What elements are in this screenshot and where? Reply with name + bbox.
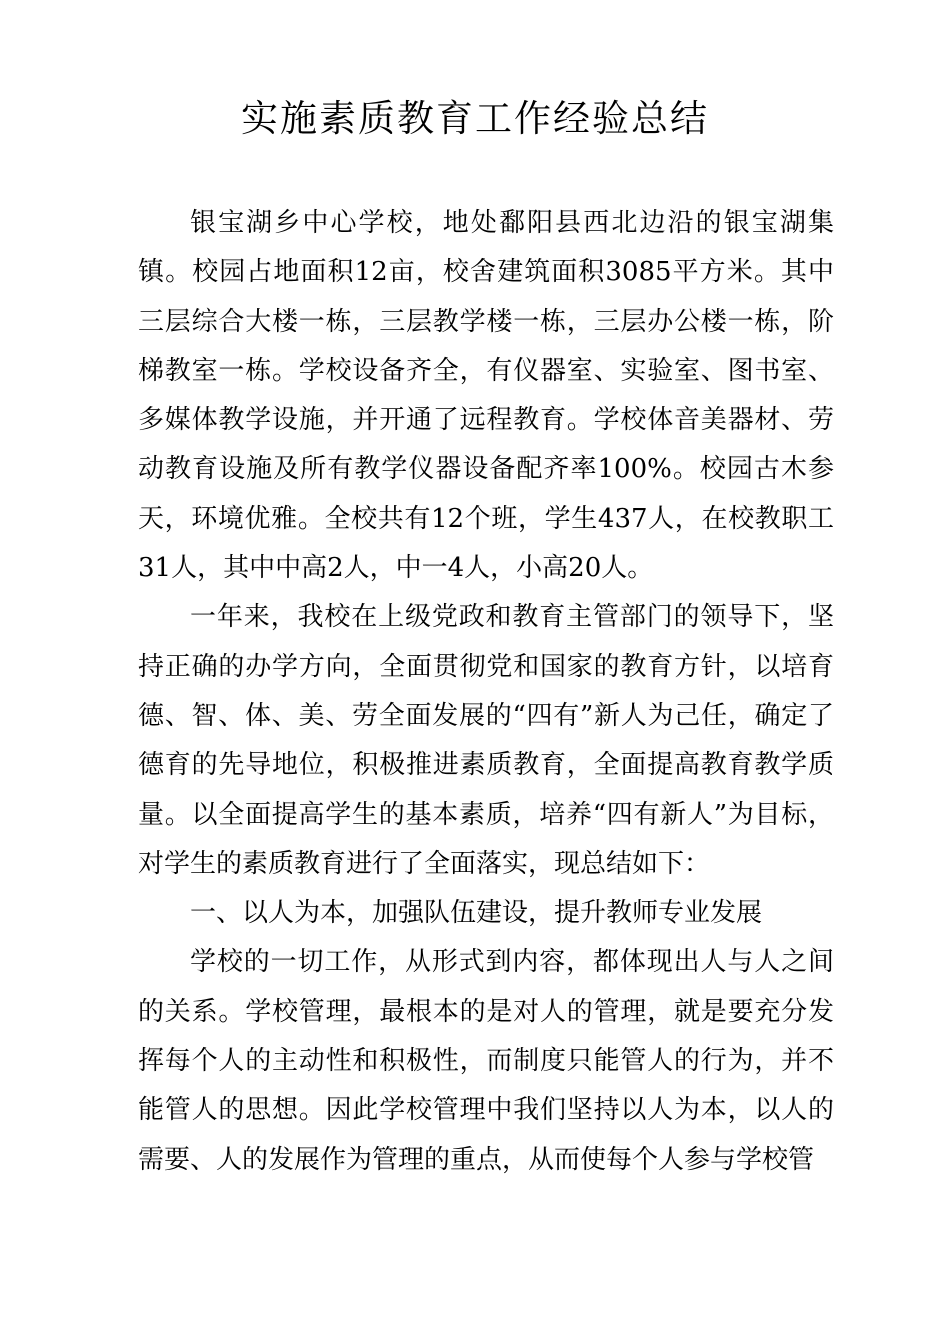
section-heading-1: 一、以人为本，加强队伍建设，提升教师专业发展 [190, 898, 763, 929]
paragraph-school-overview: 银宝湖乡中心学校，地处鄱阳县西北边沿的银宝湖集镇。校园占地面积12亩，校舍建筑面积3085平方米。其中三层综合大楼一栋，三层教学楼一栋，三层办公楼一栋，阶梯教室一栋。学校设备齐全，有仪器室、实验室、图书室、多媒体教学设施，并开通了远程教育。学校体音美器材、劳动教育设施及所有教学仪器设备配齐率100%。校园古木参天，环境优雅。全校共有12个班，学生437人，在校教职工31人，其中中高2人，中一4人，小高20人。 [138, 208, 834, 584]
paragraph-annual-summary: 一年来，我校在上级党政和教育主管部门的领导下，坚持正确的办学方向，全面贯彻党和国家的教育方针，以培育德、智、体、美、劳全面发展的“四有”新人为己任，确定了德育的先导地位，积极推进素质教育，全面提高教育教学质量。以全面提高学生的基本素质，培养“四有新人”为目标，对学生的素质教育进行了全面落实，现总结如下： [138, 602, 834, 879]
document-title: 实施素质教育工作经验总结 [241, 97, 709, 140]
document-body [138, 199, 834, 1185]
paragraph-management: 学校的一切工作，从形式到内容，都体现出人与人之间的关系。学校管理，最根本的是对人的管理，就是要充分发挥每个人的主动性和积极性，而制度只能管人的行为，并不能管人的思想。因此学校管理中我们坚持以人为本，以人的需要、人的发展作为管理的重点，从而使每个人参与学校管 [138, 947, 834, 1175]
